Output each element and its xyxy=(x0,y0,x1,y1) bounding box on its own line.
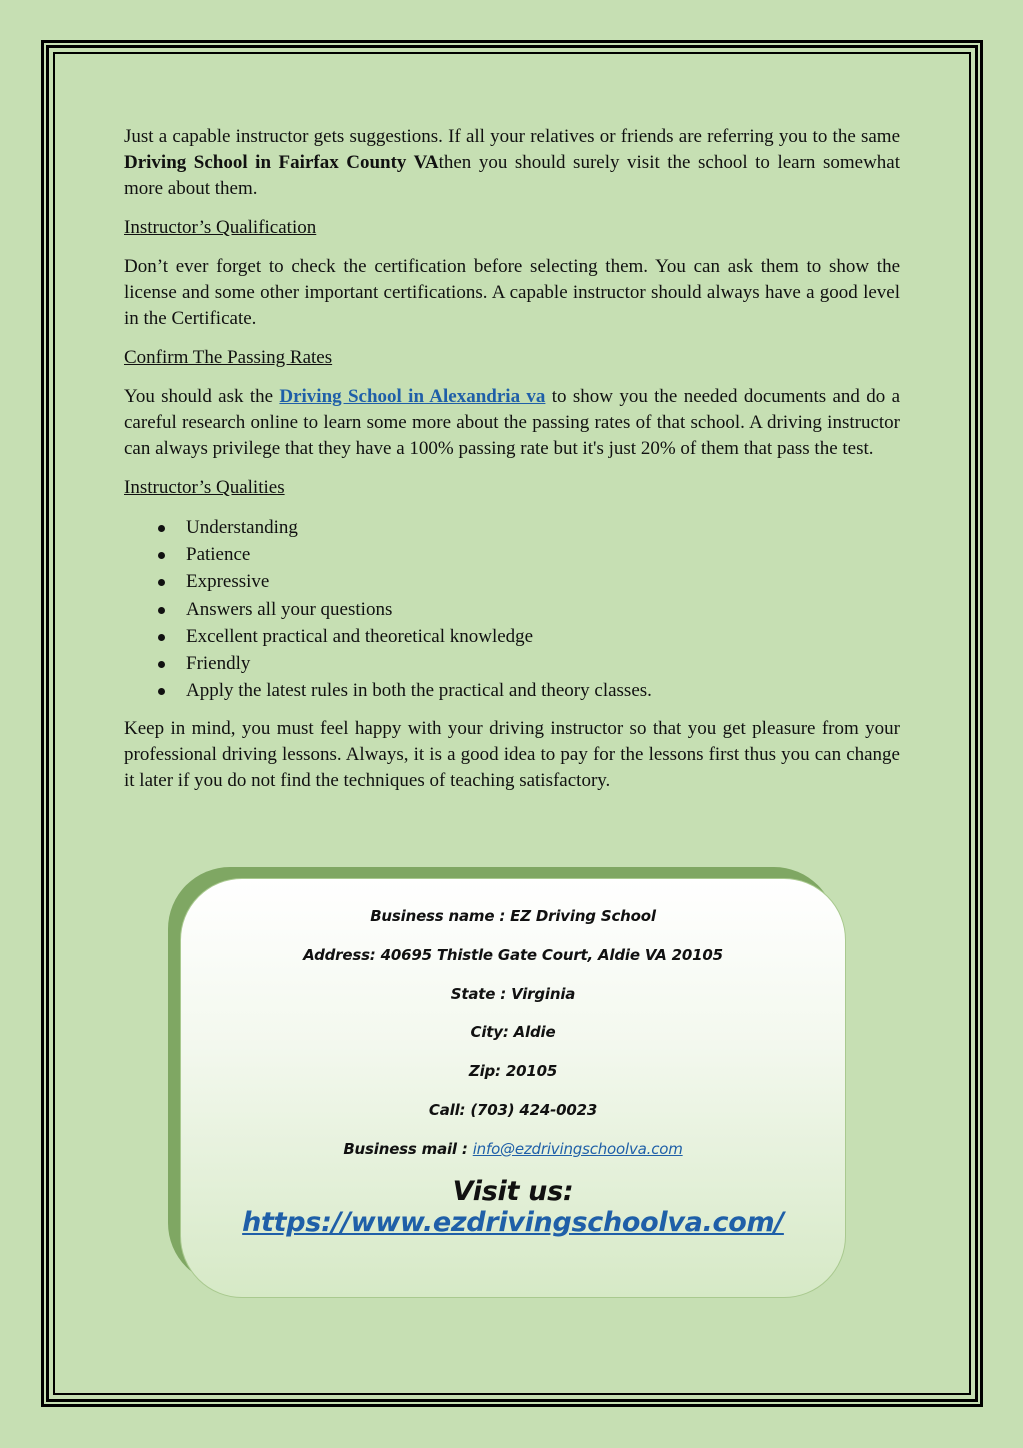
list-item xyxy=(124,541,900,568)
qualities-list xyxy=(124,514,900,704)
mail-link[interactable]: info@ezdrivingschoolva.com xyxy=(472,1140,683,1158)
list-item-text: Excellent practical and theoretical knowledge xyxy=(186,625,534,647)
bullet-icon xyxy=(158,688,165,695)
list-item xyxy=(124,623,900,650)
intro-paragraph xyxy=(124,124,900,202)
bullet-icon xyxy=(158,661,165,668)
mail-label: Business mail : xyxy=(343,1140,473,1158)
bullet-icon xyxy=(158,579,165,586)
list-item xyxy=(124,677,900,704)
list-item-text: Patience xyxy=(186,544,251,566)
heading-passing-rates: Confirm The Passing Rates xyxy=(124,347,333,368)
passing-text-start: You should ask the xyxy=(124,386,280,407)
list-item-text: Answers all your questions xyxy=(186,598,393,620)
bullet-icon xyxy=(158,552,165,559)
bullet-icon xyxy=(158,525,165,532)
intro-text-end: then you should surely visit the school to learn somewhat more about them. xyxy=(124,152,901,199)
heading-instructor-qualities: Instructor’s Qualities xyxy=(124,477,285,498)
list-item xyxy=(124,514,900,541)
business-zip: Zip: 20105 xyxy=(468,1062,558,1080)
alexandria-school-link[interactable]: Driving School in Alexandria va xyxy=(279,386,546,407)
visit-us xyxy=(181,1176,845,1238)
bullet-icon xyxy=(158,607,165,614)
list-item xyxy=(124,650,900,677)
list-item-text: Apply the latest rules in both the practical and theory classes. xyxy=(186,680,652,702)
closing-paragraph: Keep in mind, you must feel happy with your driving instructor so that you get pleasure from your professional driving lessons. Always, it is a good idea to pay for the lessons first thus you can change it later if you do not find the techniques of teaching satisfactory. xyxy=(124,718,900,792)
business-city: City: Aldie xyxy=(470,1023,556,1041)
website-link[interactable]: https://www.ezdrivingschoolva.com/ xyxy=(242,1207,784,1238)
visit-label: Visit us: xyxy=(452,1176,574,1207)
business-info-card xyxy=(180,878,846,1298)
list-item-text: Friendly xyxy=(186,653,251,675)
bullet-icon xyxy=(158,634,165,641)
fairfax-school-name: Driving School in Fairfax County VA xyxy=(124,152,439,173)
list-item-text: Understanding xyxy=(186,517,298,538)
business-state: State : Virginia xyxy=(450,985,576,1003)
passing-text-end: to show you the needed documents and do a careful research online to learn some more about the passing rates of that school. A driving instructor can always privilege that they have a 100% passing rate but it's just 20% of them that pass the test. xyxy=(124,386,901,459)
business-mail xyxy=(181,1140,845,1158)
list-item-text: Expressive xyxy=(186,571,270,593)
list-item xyxy=(124,568,900,595)
business-phone: Call: (703) 424-0023 xyxy=(428,1101,598,1119)
passing-rates-paragraph xyxy=(124,384,900,462)
heading-instructor-qualification: Instructor’s Qualification xyxy=(124,217,317,238)
qualification-paragraph: Don’t ever forget to check the certification before selecting them. You can ask them to show the license and some other important certifications. A capable instructor should always have a good level in the Certificate. xyxy=(124,256,900,329)
intro-text: Just a capable instructor gets suggestions. If all your relatives or friends are referring you to the same xyxy=(124,126,900,147)
article-body xyxy=(124,124,900,807)
business-address: Address: 40695 Thistle Gate Court, Aldie VA 20105 xyxy=(303,946,723,964)
list-item xyxy=(124,596,900,623)
business-name: Business name : EZ Driving School xyxy=(370,907,656,925)
